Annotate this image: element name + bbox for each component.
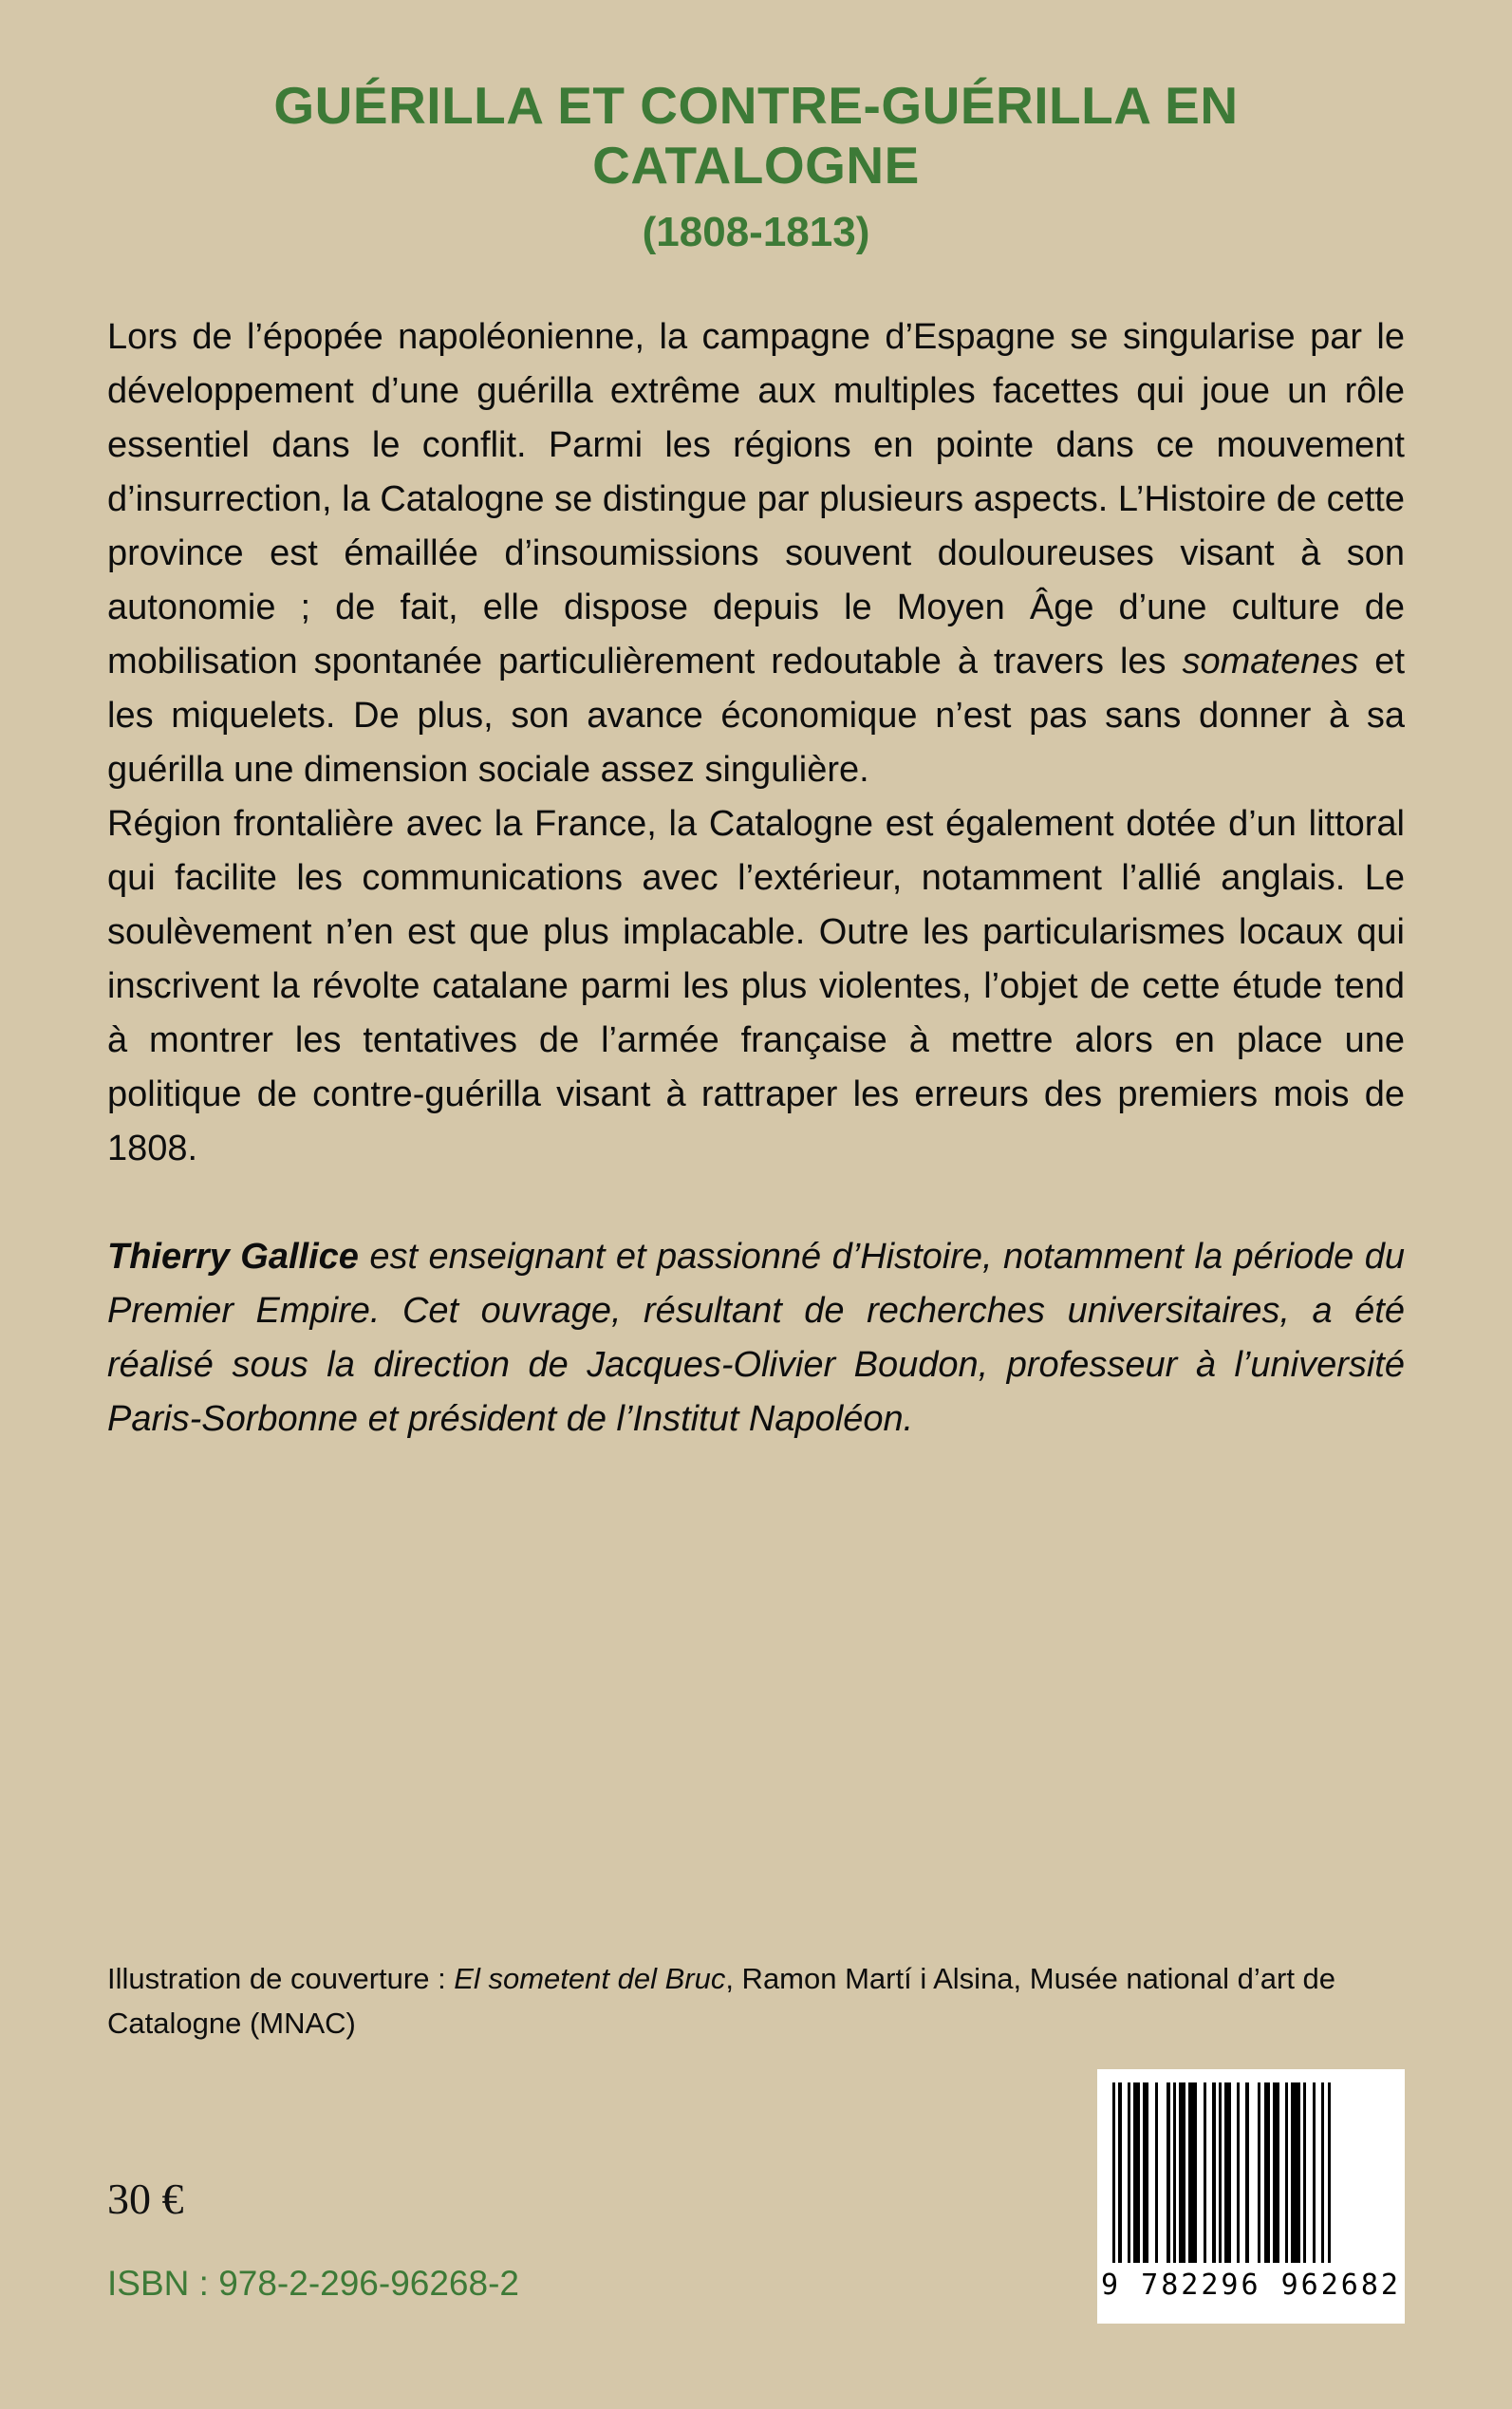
author-name: Thierry Gallice bbox=[107, 1236, 359, 1277]
book-title: GUÉRILLA ET CONTRE-GUÉRILLA EN CATALOGNE bbox=[273, 76, 1239, 196]
synopsis-text-2: et les miquelets. De plus, son avance économique n’est pas sans donner à sa guérilla une dimension sociale assez singulière. bbox=[107, 641, 1406, 790]
credit-text-1: Illustration de couverture : bbox=[107, 1962, 455, 1995]
synopsis-text-1: Lors de l’épopée napoléonienne, la campagne d’Espagne se singularise par le développement d’une guérilla extrême aux multiples facettes qui joue un rôle essentiel dans le conflit. Parmi les régions en pointe dans ce mouvement d’insurrection, la Catalogne se distingue par plusieurs aspects. L’Histoire de cette province est émaillée d’insoumissions souvent douloureuses visant à son autonomie ; de fait, elle dispose depuis le Moyen Âge d’une culture de mobilisation spontanée particulièrement redoutable à travers les bbox=[107, 316, 1405, 682]
cover-content bbox=[107, 76, 1405, 1447]
barcode-number: 9 782296 962682 bbox=[1101, 2269, 1401, 2302]
credit-artwork-title: El sometent del Bruc bbox=[454, 1962, 726, 1995]
synopsis bbox=[107, 310, 1405, 1176]
synopsis-italic-term: somatenes bbox=[1182, 641, 1359, 682]
credit-text-2: , Ramon Martí i Alsina, Musée national d’art de Catalogne (MNAC) bbox=[107, 1962, 1336, 2040]
synopsis-paragraph-1 bbox=[107, 310, 1405, 797]
book-subtitle: (1808-1813) bbox=[642, 208, 870, 255]
cover-illustration-credit bbox=[107, 1957, 1405, 2045]
author-bio bbox=[107, 1230, 1405, 1447]
synopsis-paragraph-2: Région frontalière avec la France, la Catalogne est également dotée d’un littoral qui facilite les communications avec l’extérieur, notamment l’allié anglais. Le soulèvement n’en est que plus implacable. Outre les particularismes locaux qui inscrivent la révolte catalane parmi les plus violentes, l’objet de cette étude tend à montrer les tentatives de l’armée française à mettre alors en place une politique de contre-guérilla visant à rattraper les erreurs des premiers mois de 1808. bbox=[107, 803, 1405, 1168]
author-bio-text: est enseignant et passionné d’Histoire, notamment la période du Premier Empire. Cet ouvrage, résultant de recherches universitaires, a été réalisé sous la direction de Jacques-Olivier Boudon, professeur à l’université Paris-Sorbonne et président de l’Institut Napoléon. bbox=[107, 1236, 1405, 1439]
price-label: 30 € bbox=[107, 2175, 184, 2223]
barcode-bars bbox=[1112, 2082, 1390, 2263]
isbn-label: ISBN : 978-2-296-96268-2 bbox=[107, 2264, 519, 2303]
barcode bbox=[1097, 2069, 1405, 2324]
